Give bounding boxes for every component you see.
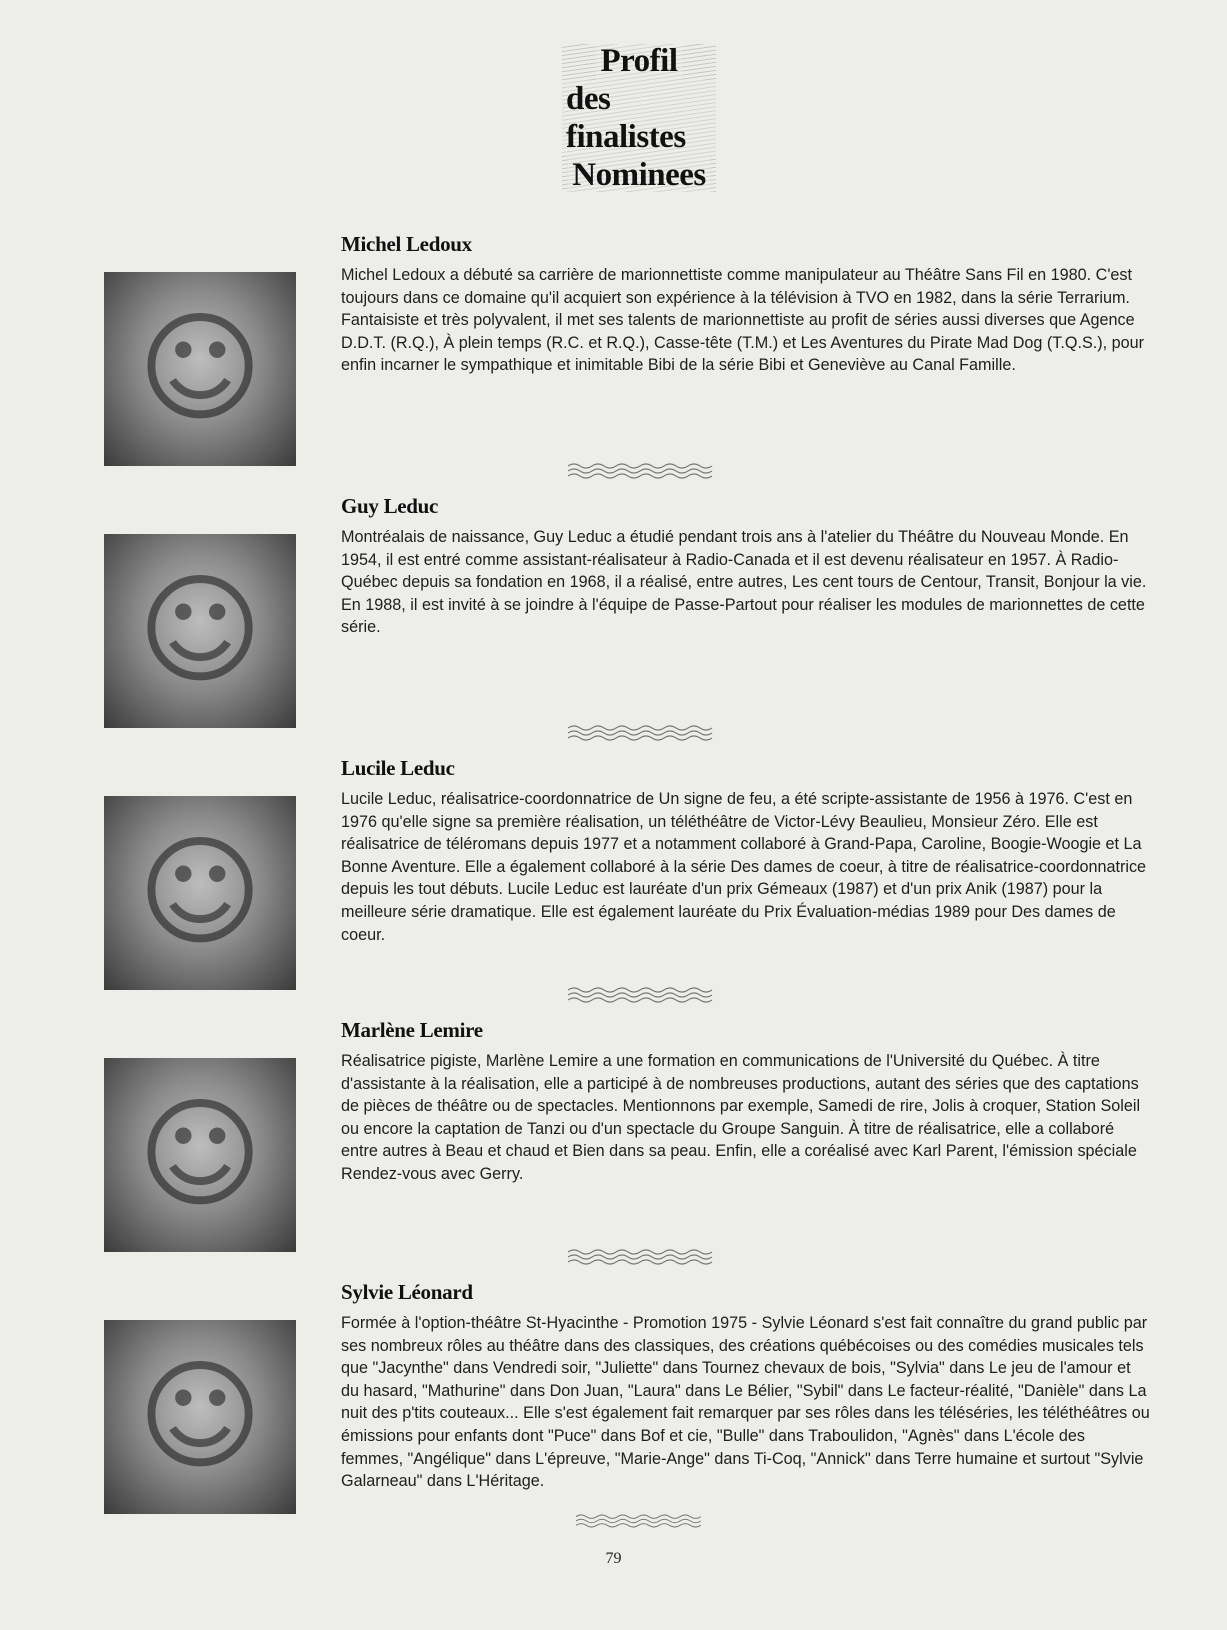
person-icon: ☺: [137, 823, 263, 963]
wave-divider: [568, 460, 718, 482]
portrait-photo: [104, 796, 296, 990]
profile-bio: Michel Ledoux a débuté sa carrière de marionnettiste comme manipulateur au Théâtre Sans Fil en 1980. C'est toujours dans ce domaine qu'il acquiert son expérience à la télévision à TVO en 1982, dans la série Terrarium. Fantaisiste et très polyvalent, il met ses talents de marionnettiste au profit de séries aussi diverses que Agence D.D.T. (R.Q.), À plein temps (R.C. et R.Q.), Casse-tête (T.M.) et Les Aventures du Pirate Mad Dog (T.Q.S.), pour enfin incarner le sympathique et inimitable Bibi de la série Bibi et Geneviève au Canal Famille.: [341, 266, 1145, 375]
title-line-3: Nominees: [568, 156, 709, 194]
page-number: 79: [605, 1550, 622, 1567]
wave-divider: [568, 1246, 718, 1268]
person-icon: ☺: [137, 561, 263, 701]
portrait-photo: [104, 1320, 296, 1514]
title-line-2: des finalistes: [562, 80, 716, 156]
profile-name: Sylvie Léonard: [341, 1280, 473, 1304]
profile-bio: Formée à l'option-théâtre St-Hyacinthe - Promotion 1975 - Sylvie Léonard s'est fait connaître du grand public par ses nombreux rôles au théâtre dans des classiques, des créations québécoises ou des comédies musicales tels que "Jacynthe" dans Vendredi soir, "Juliette" dans Tournez chevaux de bois, "Sylvia" dans Le jeu de l'amour et du hasard, "Mathurine" dans Don Juan, "Laura" dans Le Bélier, "Sybil" dans Le facteur-réalité, "Danièle" dans La nuit des p'tits couteaux... Elle s'est également fait remarquer par ses rôles dans les téléséries, les téléthéâtres ou émissions pour enfants dont "Puce" dans Bof et cie, "Bulle" dans Traboulidon, "Agnès" dans L'école des femmes, "Angélique" dans L'épreuve, "Marie-Ange" dans Ti-Coq, "Annick" dans Terre humaine et surtout "Sylvie Galarneau" dans L'Héritage.: [341, 1314, 1150, 1491]
profile-bio: Réalisatrice pigiste, Marlène Lemire a une formation en communications de l'Université du Québec. À titre d'assistante à la réalisation, elle a participé à de nombreuses productions, autant des séries que des captations de pièces de théâtre ou de spectacles. Mentionnons par exemple, Samedi de rire, Jolis à croquer, Station Soleil ou encore la captation de Tanzi ou d'un spectacle du Groupe Sanguin. À titre de réalisatrice, elle a collaboré entre autres à Beau et chaud et Bien dans sa peau. Enfin, elle a coréalisé avec Karl Parent, l'émission spéciale Rendez-vous avec Gerry.: [341, 1052, 1141, 1183]
wave-divider: [568, 984, 718, 1006]
portrait-photo: [104, 272, 296, 466]
profile-name: Michel Ledoux: [341, 232, 472, 256]
profile-name: Guy Leduc: [341, 494, 439, 518]
person-icon: ☺: [137, 299, 263, 439]
profile-bio: Lucile Leduc, réalisatrice-coordonnatrice de Un signe de feu, a été scripte-assistante de 1956 à 1976. C'est en 1976 qu'elle signe sa première réalisation, un téléthéâtre de Victor-Lévy Beaulieu, Monsieur Zéro. Elle est réalisatrice de téléromans depuis 1977 et a notamment collaboré à Grand-Papa, Caroline, Boogie-Woogie et La Bonne Aventure. Elle a également collaboré à la série Des dames de coeur, à titre de réalisatrice-coordonnatrice depuis les tout débuts. Lucile Leduc est lauréate d'un prix Gémeaux (1987) et d'un prix Anik (1987) pour la meilleure série dramatique. Elle est également lauréate du Prix Évaluation-médias 1989 pour Des dames de coeur.: [341, 790, 1147, 944]
profile-name: Lucile Leduc: [341, 756, 455, 780]
person-icon: ☺: [137, 1085, 263, 1225]
portrait-photo: [104, 534, 296, 728]
wave-divider: [568, 722, 718, 744]
title-line-1: Profil: [596, 42, 681, 80]
portrait-photo: [104, 1058, 296, 1252]
person-icon: ☺: [137, 1347, 263, 1487]
page-title-block: [562, 44, 716, 192]
profile-bio: Montréalais de naissance, Guy Leduc a étudié pendant trois ans à l'atelier du Théâtre du Nouveau Monde. En 1954, il est entré comme assistant-réalisateur à Radio-Canada et il est devenu réalisateur en 1957. À Radio-Québec depuis sa fondation en 1968, il a réalisé, entre autres, Les cent tours de Centour, Transit, Bonjour la vie. En 1988, il est invité à se joindre à l'équipe de Passe-Partout pour réaliser les modules de marionnettes de cette série.: [341, 528, 1147, 637]
wave-divider: [576, 1510, 706, 1532]
profile-name: Marlène Lemire: [341, 1018, 483, 1042]
